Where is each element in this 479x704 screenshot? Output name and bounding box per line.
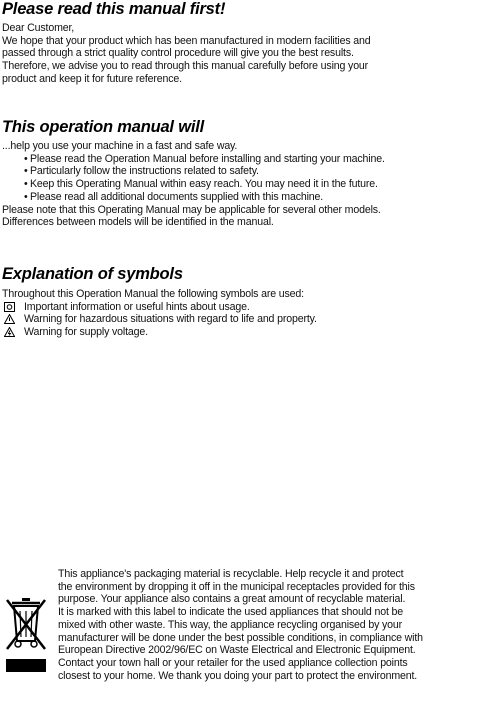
recycling-line: Contact your town hall or your retailer for the used appliance collection points	[58, 656, 408, 669]
recycling-line: This appliance's packaging material is recyclable. Help recycle it and protect	[58, 568, 404, 580]
symbol-row-info	[2, 301, 317, 314]
recycling-line: mixed with other waste. This way, the appliance recycling organised by your	[58, 618, 403, 631]
bullet-item: • Particularly follow the instructions related to safety.	[2, 165, 385, 178]
heading-read-manual: Please read this manual first!	[2, 0, 226, 18]
symbol-row-voltage	[2, 326, 317, 339]
intro-line: product and keep it for future reference.	[2, 72, 182, 85]
intro-line: passed through a strict quality control procedure will give you the best results.	[2, 47, 354, 60]
intro-line: Dear Customer,	[2, 22, 75, 34]
symbol-text: Important information or useful hints about usage.	[24, 300, 250, 313]
note-line: Differences between models will be identified in the manual.	[2, 216, 274, 229]
symbol-text: Warning for hazardous situations with regard to life and property.	[24, 313, 317, 326]
bullet-item: • Keep this Operating Manual within easy reach. You may need it in the future.	[2, 178, 385, 191]
recycling-paragraph	[58, 568, 423, 682]
bullet-item: • Please read the Operation Manual before installing and starting your machine.	[2, 153, 385, 166]
recycling-line: European Directive 2002/96/EC on Waste Electrical and Electronic Equipment.	[58, 644, 416, 657]
weee-crossed-bin-icon	[4, 597, 48, 677]
info-icon	[4, 302, 15, 312]
recycling-line: It is marked with this label to indicate the used appliances that should not be	[58, 606, 404, 619]
warning-icon	[4, 314, 15, 324]
intro-line: We hope that your product which has been manufactured in modern facilities and	[2, 34, 371, 47]
operation-section	[2, 140, 385, 229]
voltage-warning-icon	[4, 327, 15, 337]
help-line: ...help you use your machine in a fast and safe way.	[2, 140, 238, 152]
recycling-line: closest to your home. We thank you doing your part to protect the environment.	[58, 669, 418, 682]
note-line: Please note that this Operating Manual may be applicable for several other models.	[2, 203, 381, 216]
intro-line: Therefore, we advise you to read through this manual carefully before using your	[2, 60, 369, 73]
symbols-intro: Throughout this Operation Manual the following symbols are used:	[2, 288, 304, 300]
heading-symbols: Explanation of symbols	[2, 265, 183, 283]
heading-operation-manual: This operation manual will	[2, 118, 204, 136]
recycling-line: the environment by dropping it off in the municipal receptacles provided for this	[58, 580, 415, 593]
symbol-row-warning	[2, 313, 317, 326]
symbol-text: Warning for supply voltage.	[24, 326, 148, 339]
bullet-item: • Please read all additional documents supplied with this machine.	[2, 191, 385, 204]
symbols-section	[2, 288, 317, 339]
recycling-line: purpose. Your appliance also contains a great amount of recyclable material.	[58, 593, 406, 606]
recycling-line: manufacturer will be done under the best possible conditions, in compliance with	[58, 631, 423, 644]
intro-paragraph	[2, 22, 371, 86]
